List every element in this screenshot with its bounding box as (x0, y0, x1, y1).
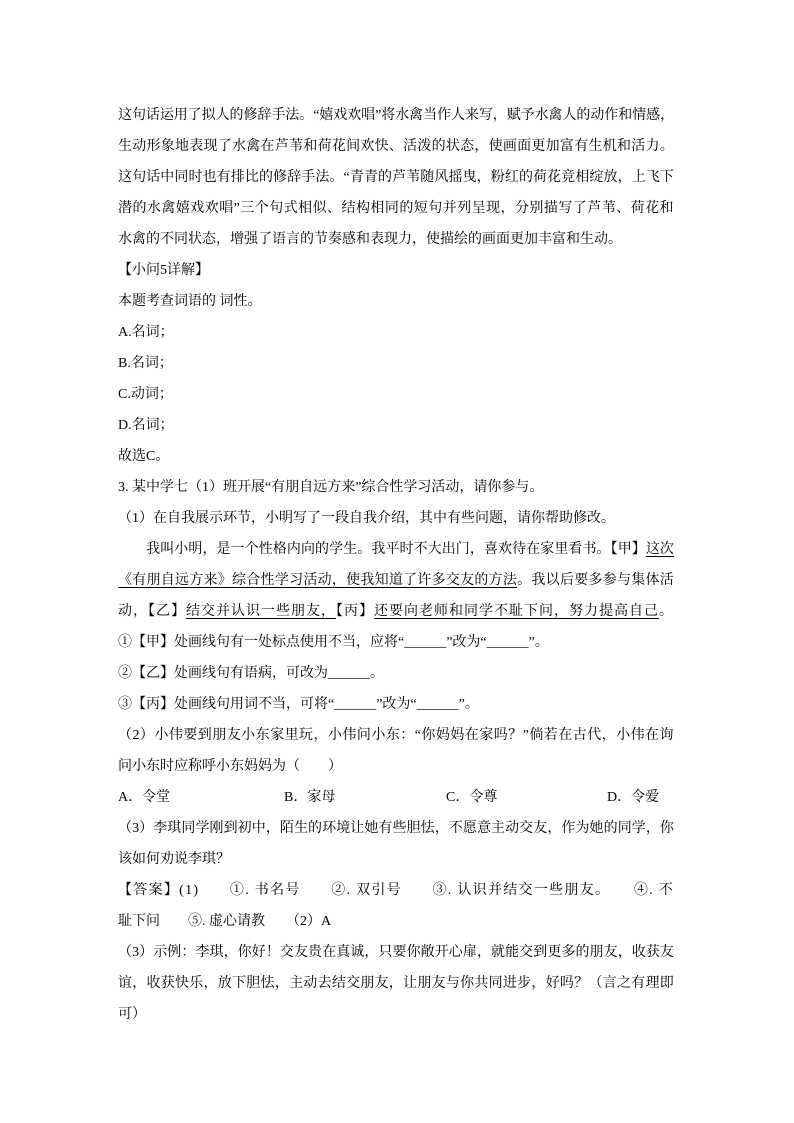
text-line (118, 627, 674, 658)
choice-option: B．家母 (284, 790, 336, 805)
text-line (118, 844, 674, 875)
text-line (118, 286, 674, 317)
text-segment: （3）李琪同学刚到初中，陌生的环境让她有些胆怯，不愿意主动交友，作为她的同学，你 (118, 821, 674, 836)
text-line (118, 503, 674, 534)
text-segment: 这句话中同时也有排比的修辞手法。“青青的芦苇随风摇曳，粉红的荷花竞相绽放，上飞下 (118, 170, 675, 185)
text-segment: 水禽的不同状态，增强了语言的节奏感和表现力，使描绘的画面更加丰富和生动。 (118, 232, 622, 247)
text-segment: ①【甲】处画线句有一处标点使用不当，应将“______”改为“______”。 (118, 635, 549, 650)
text-segment: ②【乙】处画线句有语病，可改为______。 (118, 666, 384, 681)
text-segment: 该如何劝说李琪？ (118, 852, 230, 867)
choice-option: D．令爱 (607, 790, 660, 805)
choice-option: A．令堂 (118, 790, 171, 805)
text-line (118, 689, 674, 720)
text-line (118, 100, 674, 131)
text-line (118, 348, 674, 379)
text-segment: 故选C。 (118, 449, 170, 464)
text-line (118, 999, 674, 1030)
underlined-text: 结交并认识一些朋友， (186, 604, 336, 619)
text-line (118, 255, 674, 286)
text-line (118, 937, 674, 968)
text-segment: 生动形象地表现了水禽在芦苇和荷花间欢快、活泼的状态，使画面更加富有生机和活力。 (118, 139, 674, 154)
text-segment: 本题考查词语的 词性。 (118, 294, 262, 309)
text-segment: 问小东时应称呼小东妈妈为（ ） (118, 759, 342, 774)
text-segment: 耻下问 ⑤. 虚心请教 （2）A (118, 914, 332, 929)
text-segment: 我叫小明，是一个性格内向的学生。我平时不大出门，喜欢待在家里看书。【甲】 (118, 542, 646, 557)
text-line (118, 968, 674, 999)
text-segment: 3. 某中学七（1）班开展“有朋自远方来”综合性学习活动，请你参与。 (118, 480, 544, 495)
text-segment: 【答案】(1) ①. 书名号 ②. 双引号 ③. 认识并结交一些朋友。 ④. 不 (118, 883, 674, 898)
text-line (118, 534, 674, 565)
text-segment: （1）在自我展示环节，小明写了一段自我介绍，其中有些问题，请你帮助修改。 (118, 511, 615, 526)
text-line (118, 224, 674, 255)
text-segment: 谊，收获快乐，放下胆怯，主动去结交朋友，让朋友与你共同进步，好吗？（言之有理即 (118, 976, 674, 991)
text-line (118, 720, 674, 751)
text-line (118, 565, 674, 596)
underlined-text: 这次 (645, 542, 675, 557)
choice-options-line (118, 782, 674, 813)
text-line (118, 379, 674, 410)
text-line (118, 658, 674, 689)
text-segment: ③【丙】处画线句用词不当，可将“______”改为“______”。 (118, 697, 479, 712)
text-segment: 【小问5详解】 (118, 263, 209, 278)
text-segment: 可） (118, 1007, 146, 1022)
text-segment: 潜的水禽嬉戏欢唱”三个句式相似、结构相同的短句并列呈现，分别描写了芦苇、荷花和 (118, 201, 674, 216)
text-segment: D.名词； (118, 418, 174, 433)
text-segment: （2）小伟要到朋友小东家里玩，小伟问小东：“你妈妈在家吗？”倘若在古代，小伟在询 (118, 728, 674, 743)
text-segment: B.名词； (118, 356, 173, 371)
choice-option: C．令尊 (446, 790, 498, 805)
text-segment: 。 (659, 604, 674, 619)
text-line (118, 410, 674, 441)
text-segment: 动，【乙】 (118, 604, 186, 619)
text-segment: 【丙】 (336, 604, 374, 619)
text-line (118, 813, 674, 844)
text-line (118, 131, 674, 162)
text-line (118, 596, 674, 627)
text-line (118, 162, 674, 193)
text-segment: （3）示例：李琪，你好！交友贵在真诚，只要你敞开心扉，就能交到更多的朋友，收获友 (118, 945, 674, 960)
text-line (118, 875, 674, 906)
text-segment: 这句话运用了拟人的修辞手法。“嬉戏欢唱”将水禽当作人来写，赋予水禽人的动作和情感， (118, 108, 675, 123)
text-line (118, 317, 674, 348)
document-content (118, 100, 674, 1030)
text-line (118, 906, 674, 937)
text-segment: C.动词； (118, 387, 173, 402)
text-segment: 。我以后要多参与集体活 (517, 573, 674, 588)
text-line (118, 441, 674, 472)
text-line (118, 193, 674, 224)
underlined-text: 《有朋自远方来》综合性学习活动，使我知道了许多交友的方法 (118, 573, 518, 588)
text-line (118, 751, 674, 782)
underlined-text: 还要向老师和同学不耻下问，努力提高自己 (374, 604, 659, 619)
text-line (118, 472, 674, 503)
text-segment: A.名词； (118, 325, 174, 340)
